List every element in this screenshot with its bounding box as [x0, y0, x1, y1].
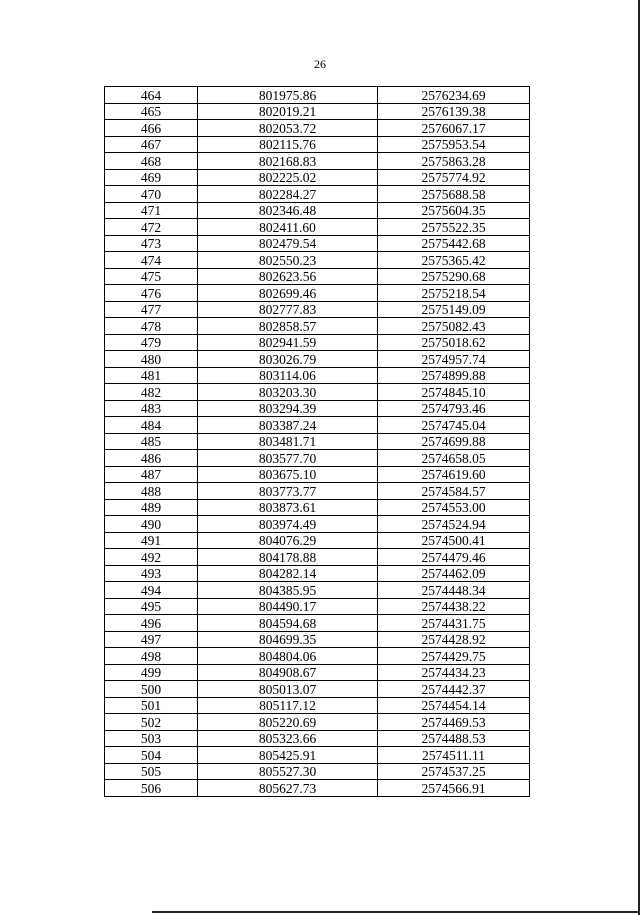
- x-coordinate-cell: 802168.83: [198, 153, 378, 170]
- x-coordinate-cell: 805425.91: [198, 747, 378, 764]
- table-row: [105, 301, 530, 318]
- point-number-cell: 498: [105, 648, 198, 665]
- x-coordinate-cell: 805220.69: [198, 714, 378, 731]
- point-number-cell: 466: [105, 120, 198, 137]
- point-number-cell: 482: [105, 384, 198, 401]
- point-number-cell: 500: [105, 681, 198, 698]
- table-row: [105, 450, 530, 467]
- table-row: [105, 516, 530, 533]
- y-coordinate-cell: 2574793.46: [378, 400, 530, 417]
- x-coordinate-cell: 802019.21: [198, 103, 378, 120]
- table-row: [105, 697, 530, 714]
- point-number-cell: 469: [105, 169, 198, 186]
- point-number-cell: 484: [105, 417, 198, 434]
- table-row: [105, 417, 530, 434]
- table-row: [105, 483, 530, 500]
- x-coordinate-cell: 803481.71: [198, 433, 378, 450]
- y-coordinate-cell: 2574438.22: [378, 598, 530, 615]
- point-number-cell: 465: [105, 103, 198, 120]
- table-row: [105, 186, 530, 203]
- x-coordinate-cell: 802225.02: [198, 169, 378, 186]
- x-coordinate-cell: 804699.35: [198, 631, 378, 648]
- point-number-cell: 472: [105, 219, 198, 236]
- table-row: [105, 400, 530, 417]
- table-row: [105, 120, 530, 137]
- x-coordinate-cell: 802115.76: [198, 136, 378, 153]
- point-number-cell: 504: [105, 747, 198, 764]
- x-coordinate-cell: 804594.68: [198, 615, 378, 632]
- x-coordinate-cell: 804178.88: [198, 549, 378, 566]
- x-coordinate-cell: 805527.30: [198, 763, 378, 780]
- y-coordinate-cell: 2575218.54: [378, 285, 530, 302]
- x-coordinate-cell: 802777.83: [198, 301, 378, 318]
- x-coordinate-cell: 803773.77: [198, 483, 378, 500]
- x-coordinate-cell: 804076.29: [198, 532, 378, 549]
- point-number-cell: 494: [105, 582, 198, 599]
- x-coordinate-cell: 803577.70: [198, 450, 378, 467]
- point-number-cell: 470: [105, 186, 198, 203]
- point-number-cell: 473: [105, 235, 198, 252]
- table-row: [105, 252, 530, 269]
- table-row: [105, 136, 530, 153]
- y-coordinate-cell: 2574448.34: [378, 582, 530, 599]
- coordinate-table-body: [105, 87, 530, 797]
- y-coordinate-cell: 2574658.05: [378, 450, 530, 467]
- coordinate-table: [104, 86, 530, 797]
- x-coordinate-cell: 804804.06: [198, 648, 378, 665]
- y-coordinate-cell: 2574434.23: [378, 664, 530, 681]
- table-row: [105, 681, 530, 698]
- table-row: [105, 268, 530, 285]
- point-number-cell: 477: [105, 301, 198, 318]
- point-number-cell: 481: [105, 367, 198, 384]
- point-number-cell: 501: [105, 697, 198, 714]
- y-coordinate-cell: 2574619.60: [378, 466, 530, 483]
- y-coordinate-cell: 2574479.46: [378, 549, 530, 566]
- y-coordinate-cell: 2574511.11: [378, 747, 530, 764]
- y-coordinate-cell: 2574584.57: [378, 483, 530, 500]
- table-row: [105, 549, 530, 566]
- table-row: [105, 285, 530, 302]
- y-coordinate-cell: 2575082.43: [378, 318, 530, 335]
- x-coordinate-cell: 804282.14: [198, 565, 378, 582]
- x-coordinate-cell: 805013.07: [198, 681, 378, 698]
- table-row: [105, 664, 530, 681]
- x-coordinate-cell: 803675.10: [198, 466, 378, 483]
- y-coordinate-cell: 2574553.00: [378, 499, 530, 516]
- y-coordinate-cell: 2575863.28: [378, 153, 530, 170]
- point-number-cell: 492: [105, 549, 198, 566]
- point-number-cell: 493: [105, 565, 198, 582]
- point-number-cell: 475: [105, 268, 198, 285]
- y-coordinate-cell: 2574428.92: [378, 631, 530, 648]
- y-coordinate-cell: 2574845.10: [378, 384, 530, 401]
- point-number-cell: 479: [105, 334, 198, 351]
- x-coordinate-cell: 802479.54: [198, 235, 378, 252]
- point-number-cell: 478: [105, 318, 198, 335]
- y-coordinate-cell: 2574899.88: [378, 367, 530, 384]
- table-row: [105, 367, 530, 384]
- table-row: [105, 384, 530, 401]
- table-row: [105, 565, 530, 582]
- x-coordinate-cell: 802346.48: [198, 202, 378, 219]
- y-coordinate-cell: 2574699.88: [378, 433, 530, 450]
- table-row: [105, 334, 530, 351]
- y-coordinate-cell: 2575688.58: [378, 186, 530, 203]
- point-number-cell: 499: [105, 664, 198, 681]
- point-number-cell: 489: [105, 499, 198, 516]
- y-coordinate-cell: 2576139.38: [378, 103, 530, 120]
- x-coordinate-cell: 803974.49: [198, 516, 378, 533]
- point-number-cell: 468: [105, 153, 198, 170]
- y-coordinate-cell: 2575953.54: [378, 136, 530, 153]
- scan-edge-bottom: [152, 911, 640, 913]
- table-row: [105, 103, 530, 120]
- table-row: [105, 202, 530, 219]
- x-coordinate-cell: 803387.24: [198, 417, 378, 434]
- table-row: [105, 318, 530, 335]
- x-coordinate-cell: 802284.27: [198, 186, 378, 203]
- table-row: [105, 631, 530, 648]
- point-number-cell: 464: [105, 87, 198, 104]
- y-coordinate-cell: 2574462.09: [378, 565, 530, 582]
- table-row: [105, 499, 530, 516]
- point-number-cell: 486: [105, 450, 198, 467]
- y-coordinate-cell: 2574488.53: [378, 730, 530, 747]
- point-number-cell: 506: [105, 780, 198, 797]
- table-row: [105, 351, 530, 368]
- table-row: [105, 235, 530, 252]
- x-coordinate-cell: 803294.39: [198, 400, 378, 417]
- y-coordinate-cell: 2575604.35: [378, 202, 530, 219]
- x-coordinate-cell: 802699.46: [198, 285, 378, 302]
- x-coordinate-cell: 805323.66: [198, 730, 378, 747]
- point-number-cell: 503: [105, 730, 198, 747]
- x-coordinate-cell: 801975.86: [198, 87, 378, 104]
- y-coordinate-cell: 2574745.04: [378, 417, 530, 434]
- y-coordinate-cell: 2574524.94: [378, 516, 530, 533]
- x-coordinate-cell: 802858.57: [198, 318, 378, 335]
- x-coordinate-cell: 803873.61: [198, 499, 378, 516]
- y-coordinate-cell: 2575522.35: [378, 219, 530, 236]
- table-row: [105, 648, 530, 665]
- point-number-cell: 502: [105, 714, 198, 731]
- table-row: [105, 615, 530, 632]
- point-number-cell: 471: [105, 202, 198, 219]
- point-number-cell: 496: [105, 615, 198, 632]
- y-coordinate-cell: 2576234.69: [378, 87, 530, 104]
- x-coordinate-cell: 805627.73: [198, 780, 378, 797]
- table-row: [105, 780, 530, 797]
- y-coordinate-cell: 2574566.91: [378, 780, 530, 797]
- x-coordinate-cell: 804908.67: [198, 664, 378, 681]
- point-number-cell: 490: [105, 516, 198, 533]
- y-coordinate-cell: 2574431.75: [378, 615, 530, 632]
- x-coordinate-cell: 802411.60: [198, 219, 378, 236]
- table-row: [105, 598, 530, 615]
- x-coordinate-cell: 803203.30: [198, 384, 378, 401]
- y-coordinate-cell: 2574442.37: [378, 681, 530, 698]
- table-row: [105, 153, 530, 170]
- table-row: [105, 714, 530, 731]
- point-number-cell: 476: [105, 285, 198, 302]
- x-coordinate-cell: 802941.59: [198, 334, 378, 351]
- x-coordinate-cell: 803026.79: [198, 351, 378, 368]
- page-number: 26: [314, 57, 326, 71]
- y-coordinate-cell: 2575149.09: [378, 301, 530, 318]
- table-row: [105, 747, 530, 764]
- point-number-cell: 495: [105, 598, 198, 615]
- y-coordinate-cell: 2575290.68: [378, 268, 530, 285]
- point-number-cell: 497: [105, 631, 198, 648]
- y-coordinate-cell: 2575442.68: [378, 235, 530, 252]
- point-number-cell: 491: [105, 532, 198, 549]
- table-row: [105, 433, 530, 450]
- table-row: [105, 87, 530, 104]
- table-row: [105, 763, 530, 780]
- table-row: [105, 219, 530, 236]
- table-row: [105, 169, 530, 186]
- table-row: [105, 466, 530, 483]
- x-coordinate-cell: 803114.06: [198, 367, 378, 384]
- y-coordinate-cell: 2574957.74: [378, 351, 530, 368]
- table-row: [105, 582, 530, 599]
- y-coordinate-cell: 2575365.42: [378, 252, 530, 269]
- y-coordinate-cell: 2576067.17: [378, 120, 530, 137]
- y-coordinate-cell: 2575018.62: [378, 334, 530, 351]
- x-coordinate-cell: 804490.17: [198, 598, 378, 615]
- y-coordinate-cell: 2574454.14: [378, 697, 530, 714]
- point-number-cell: 467: [105, 136, 198, 153]
- point-number-cell: 487: [105, 466, 198, 483]
- point-number-cell: 505: [105, 763, 198, 780]
- x-coordinate-cell: 802623.56: [198, 268, 378, 285]
- point-number-cell: 474: [105, 252, 198, 269]
- y-coordinate-cell: 2574429.75: [378, 648, 530, 665]
- x-coordinate-cell: 804385.95: [198, 582, 378, 599]
- table-row: [105, 532, 530, 549]
- point-number-cell: 488: [105, 483, 198, 500]
- point-number-cell: 483: [105, 400, 198, 417]
- y-coordinate-cell: 2575774.92: [378, 169, 530, 186]
- x-coordinate-cell: 805117.12: [198, 697, 378, 714]
- point-number-cell: 480: [105, 351, 198, 368]
- y-coordinate-cell: 2574469.53: [378, 714, 530, 731]
- y-coordinate-cell: 2574537.25: [378, 763, 530, 780]
- point-number-cell: 485: [105, 433, 198, 450]
- table-row: [105, 730, 530, 747]
- y-coordinate-cell: 2574500.41: [378, 532, 530, 549]
- x-coordinate-cell: 802550.23: [198, 252, 378, 269]
- x-coordinate-cell: 802053.72: [198, 120, 378, 137]
